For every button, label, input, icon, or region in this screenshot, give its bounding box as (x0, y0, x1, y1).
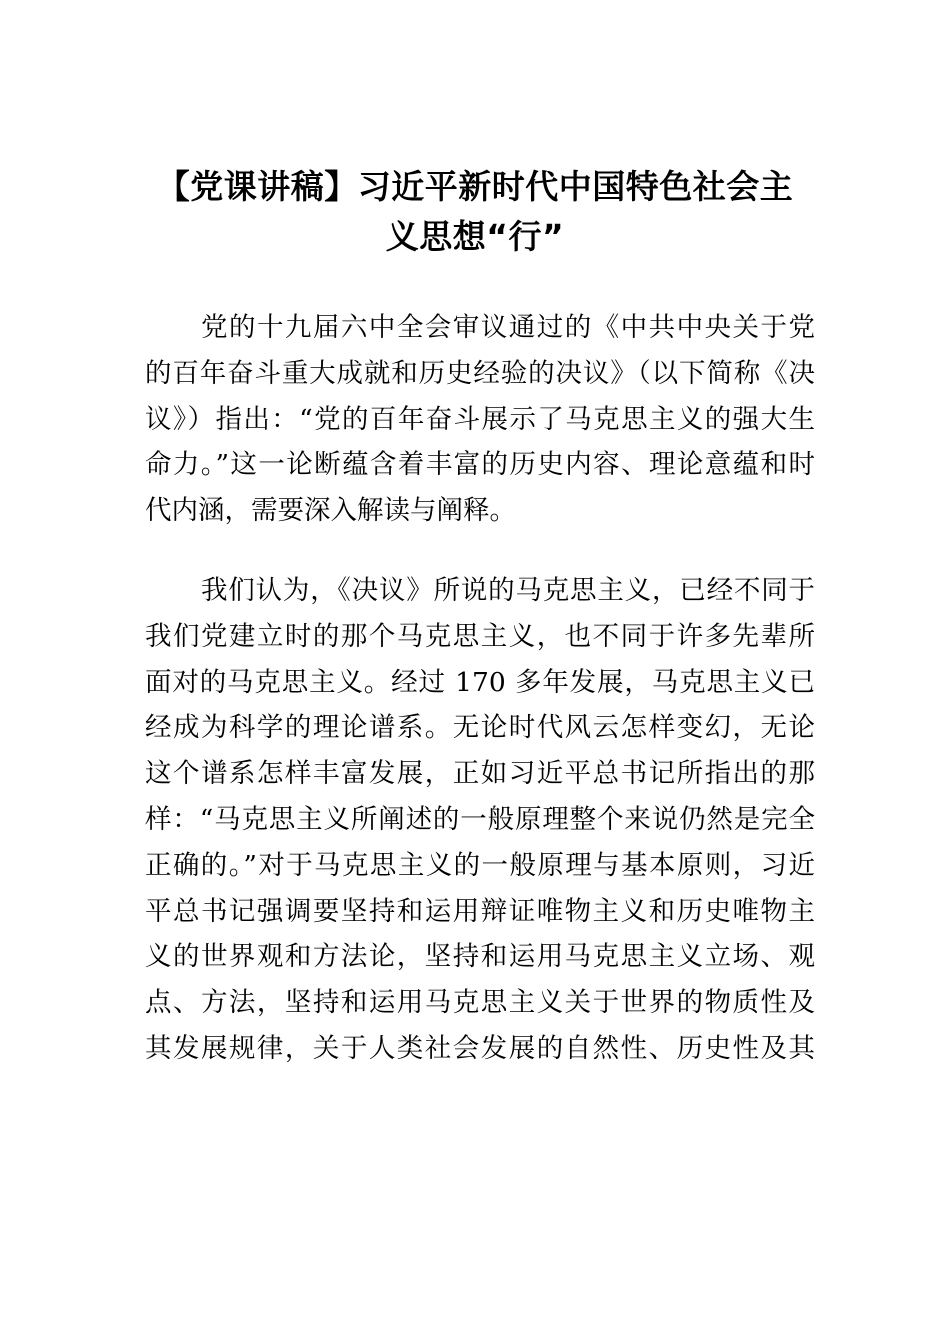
text-line: 样：“马克思主义所阐述的一般原理整个来说仍然是完全 (145, 803, 815, 835)
text-line: 正确的。”对于马克思主义的一般原理与基本原则，习近 (145, 849, 815, 881)
text-line: 面对的马克思主义。经过 170 多年发展，马克思主义已 (145, 666, 815, 698)
body-paragraph-1 (145, 305, 815, 534)
text-line: 命力。”这一论断蕴含着丰富的历史内容、理论意蕴和时 (145, 449, 815, 481)
text-line: 经成为科学的理论谱系。无论时代风云怎样变幻，无论 (145, 712, 815, 744)
text-line: 党的十九届六中全会审议通过的《中共中央关于党 (201, 312, 815, 343)
body-paragraph-2 (145, 568, 815, 1072)
text-line: 代内涵，需要深入解读与阐释。 (145, 495, 516, 527)
text-line: 点、方法，坚持和运用马克思主义关于世界的物质性及 (145, 987, 815, 1019)
text-line: 的百年奋斗重大成就和历史经验的决议》（以下简称《决 (145, 357, 815, 389)
text-line: 我们认为，《决议》所说的马克思主义，已经不同于 (201, 575, 815, 606)
title-line: 义思想“行” (385, 217, 565, 256)
text-line: 议》）指出：“党的百年奋斗展示了马克思主义的强大生 (145, 403, 815, 435)
text-line: 这个谱系怎样丰富发展，正如习近平总书记所指出的那 (145, 758, 815, 790)
text-line: 其发展规律，关于人类社会发展的自然性、历史性及其 (145, 1032, 815, 1064)
text-line: 我们党建立时的那个马克思主义，也不同于许多先辈所 (145, 620, 815, 652)
text-line: 义的世界观和方法论，坚持和运用马克思主义立场、观 (145, 941, 815, 973)
document-title (120, 162, 830, 262)
title-line: 【党课讲稿】习近平新时代中国特色社会主 (156, 167, 794, 206)
text-line: 平总书记强调要坚持和运用辩证唯物主义和历史唯物主 (145, 895, 815, 927)
